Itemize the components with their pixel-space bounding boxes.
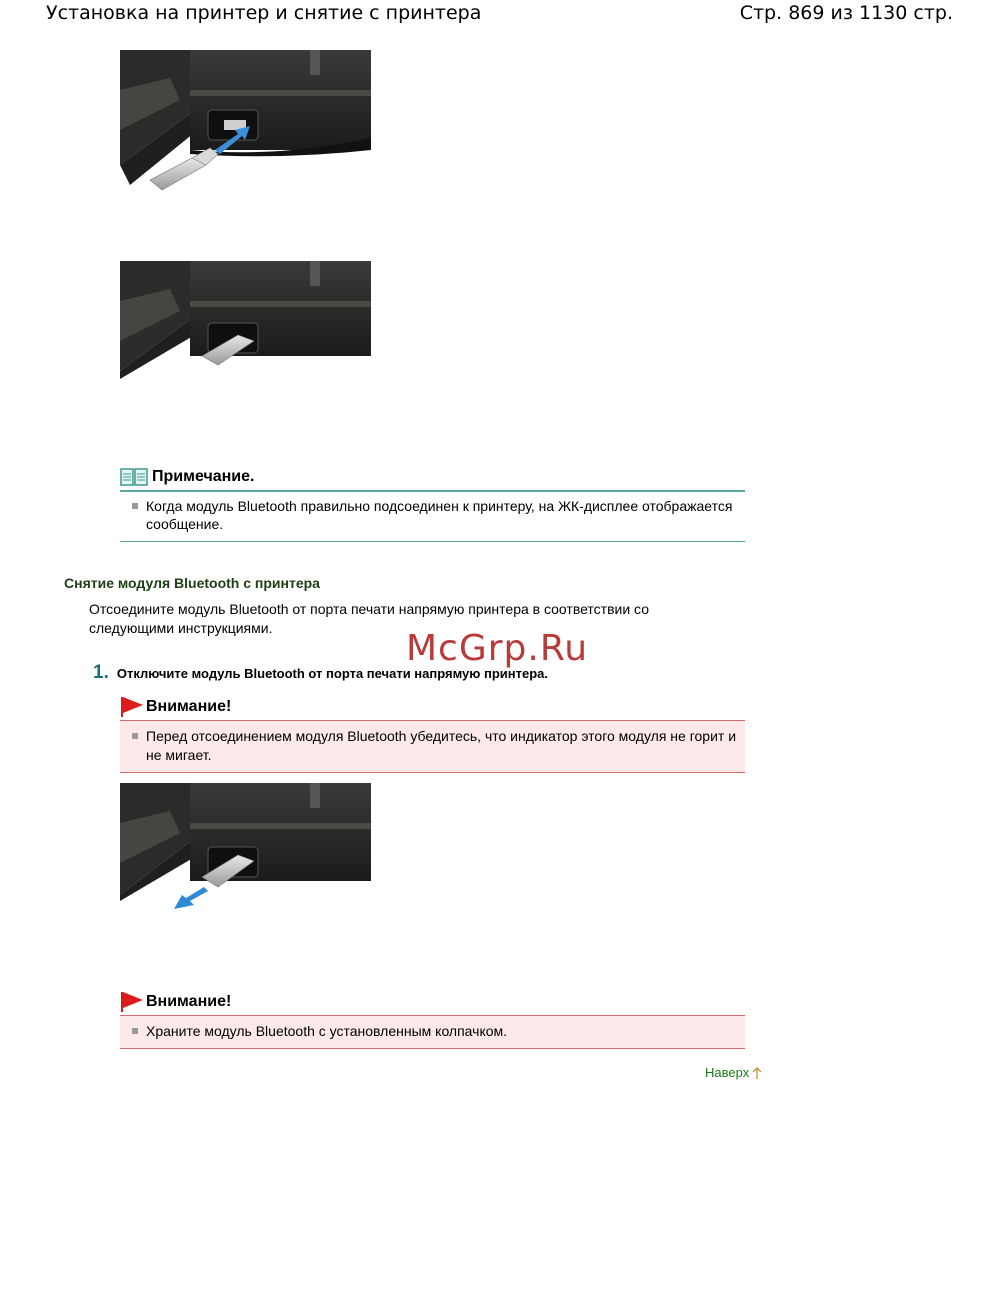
illustration-module-inserted	[120, 261, 371, 379]
warning-box-1	[120, 694, 745, 773]
warning-item: Перед отсоединением модуля Bluetooth убедитесь, что индикатор этого модуля не горит и не мигает.	[132, 727, 745, 765]
warning-flag-icon	[120, 696, 144, 718]
note-item: Когда модуль Bluetooth правильно подсоединен к принтеру, на ЖК-дисплее отображается сообщение.	[132, 497, 745, 533]
note-header	[120, 464, 745, 490]
illustration-remove-module	[120, 783, 371, 913]
up-arrow-icon[interactable]	[752, 1067, 762, 1079]
note-box	[120, 464, 745, 542]
illustration-insert-module	[120, 50, 371, 196]
warning-header	[120, 694, 745, 720]
step-1	[93, 662, 548, 684]
watermark: McGrp.Ru	[406, 628, 589, 669]
section-title: Снятие модуля Bluetooth с принтера	[64, 575, 320, 591]
page-indicator: Стр. 869 из 1130 стр.	[739, 2, 953, 24]
warning-header	[120, 989, 745, 1015]
back-to-top-label[interactable]: Наверх	[705, 1065, 750, 1080]
warning-item: Храните модуль Bluetooth с установленным колпачком.	[132, 1022, 745, 1041]
warning-title: Внимание!	[146, 698, 232, 715]
warning-box-2	[120, 989, 745, 1049]
step-text: Отключите модуль Bluetooth от порта печати напрямую принтера.	[116, 666, 548, 681]
note-title: Примечание.	[152, 468, 255, 485]
page-header-title: Установка на принтер и снятие с принтера	[46, 2, 482, 24]
warning-title: Внимание!	[146, 993, 232, 1010]
step-number: 1.	[93, 662, 109, 683]
warning-flag-icon	[120, 991, 144, 1013]
note-book-icon	[120, 467, 148, 487]
section-intro: Отсоедините модуль Bluetooth от порта печати напрямую принтера в соответствии со следующими инструкциями.	[89, 601, 649, 636]
back-to-top-link[interactable]	[705, 1065, 762, 1080]
